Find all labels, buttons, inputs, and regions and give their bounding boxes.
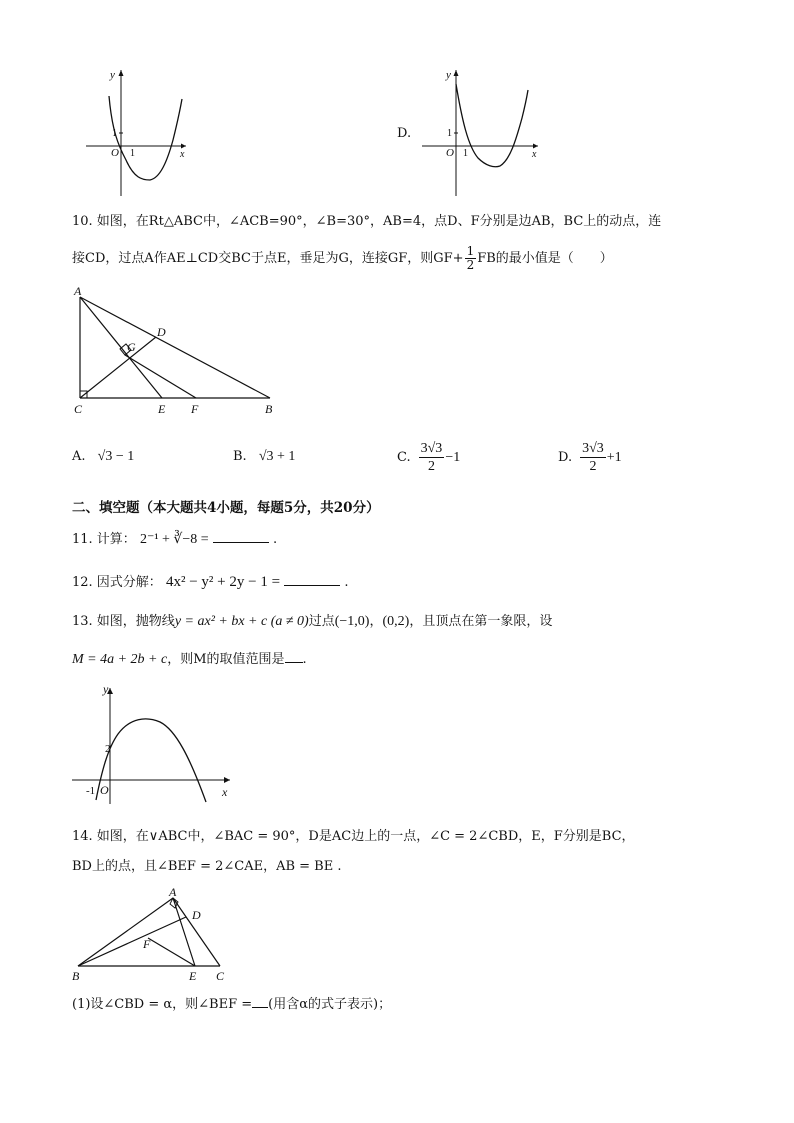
q10-option-b-expr: √3 + 1 [258,449,296,464]
graph-c-y-one: 1 [112,128,117,139]
q14-line1: 14. 如图，在∨ABC中，∠BAC = 90°，D是AC边上的一点，∠C = 2∠CBD，E，F分别是BC， [72,829,635,844]
section-2-heading: 二、填空题（本大题共4小题，每题5分，共20分） [72,500,380,516]
q13-sep: ， [369,614,383,629]
q13-expr1: y = ax² + bx + c (a ≠ 0) [174,614,309,629]
option-d-label: D. [397,126,412,141]
q12-end: . [344,575,349,590]
q10-option-d-rest: +1 [606,449,622,465]
q13-point1: (−1,0) [334,614,370,629]
q13-end: . [302,652,307,667]
q13-y-label: y [103,682,109,696]
q10-line1: 10. 如图，在Rt△ABC中，∠ACB=90°，∠B=30°，AB=4，点D、F分别是边AB，BC上的动点，连 [72,214,662,229]
q10-frac-den: 2 [466,258,475,272]
q11-end: . [272,532,278,547]
graph-c-x-one: 1 [130,148,135,159]
q10-option-c-den: 2 [427,459,435,474]
q14-label-e: E [189,969,197,983]
graph-d-origin: O [446,147,454,159]
q10-line2-b: FB的最小值是（ ） [477,250,613,266]
q10-option-b-label: B. [233,449,247,464]
q14-line2: BD上的点，且∠BEF = 2∠CAE，AB = BE . [72,859,342,874]
q13-x-label: x [222,785,228,799]
q14-sub1-a: (1)设∠CBD = α，则∠BEF = [72,997,253,1012]
graph-d-y-label: y [446,69,451,81]
q10-label-f: F [191,402,199,416]
q10-line2-a: 接CD，过点A作AE⊥CD交BC于点E，垂足为G，连接GF，则GF+ [72,250,464,266]
q13-expr2: M = 4a + 2b + c [72,652,168,667]
q13-text-a: 13. 如图，抛物线 [72,614,175,629]
q10-label-g: G [127,340,136,354]
q10-label-b: B [265,402,273,416]
q10-label-d: D [157,325,166,339]
q12-text: 12. 因式分解： [72,575,162,590]
q14-label-a: A [169,885,177,899]
q13-two-label: 2 [105,743,111,755]
q14-sub1-blank[interactable] [252,1007,268,1008]
q13-text-d: ，则M的取值范围是 [167,652,285,667]
q11-expr: 2⁻¹ + ∛−8 = [139,532,209,547]
q13-text-c: ，且顶点在第一象限，设 [409,614,553,629]
q14-label-c: C [216,969,225,983]
q10-label-e: E [158,402,166,416]
q14-label-b: B [72,969,80,983]
q10-option-d-label: D. [558,450,573,465]
q12-expr: 4x² − y² + 2y − 1 = [165,574,281,590]
q10-option-c-num: 3√3 [420,441,443,456]
graph-c-y-label: y [110,69,115,81]
graph-d-y-one: 1 [447,128,452,139]
q10-label-c: C [74,402,83,416]
q11-text: 11. 计算： [72,532,136,547]
q10-option-c-label: C. [397,450,411,465]
q13-point2: (0,2) [382,614,410,629]
q10-option-d-den: 2 [589,459,597,474]
graph-d-x-label: x [532,149,537,160]
q13-origin-label: O [100,783,109,797]
q10-frac-num: 1 [466,244,475,258]
q14-sub1 [72,996,391,1014]
q13-text-b: 过点 [308,614,335,629]
q10-label-a: A [74,284,82,298]
q13-neg1-label: -1 [86,785,96,797]
q10-option-a-expr: √3 − 1 [97,449,135,464]
q14-label-f: F [143,937,151,951]
q14-sub1-b: (用含α的式子表示)； [268,997,392,1012]
q14-label-d: D [192,908,201,922]
graph-d-x-one: 1 [463,148,468,159]
graph-c-origin: O [111,147,119,159]
graph-c-x-label: x [180,149,185,160]
q10-option-d-num: 3√3 [582,441,604,456]
q10-option-a-label: A. [72,449,86,464]
q10-option-c-rest: −1 [445,449,461,465]
